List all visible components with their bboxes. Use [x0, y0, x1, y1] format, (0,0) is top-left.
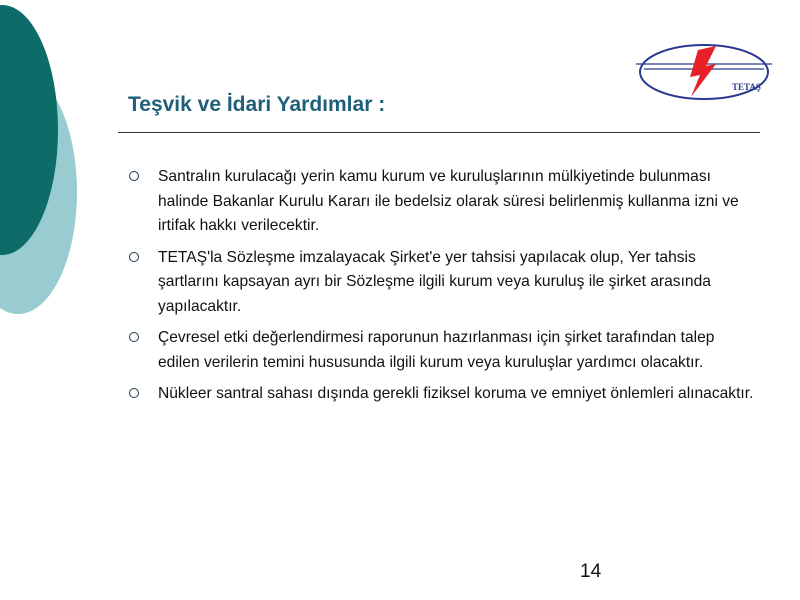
bullet-item-4: [128, 382, 758, 407]
bullet-text: Nükleer santral sahası dışında gerekli fiziksel koruma ve emniyet önlemleri alınacaktır.: [158, 385, 754, 402]
bullet-item-2: [128, 246, 758, 320]
bullet-text: Santralın kurulacağı yerin kamu kurum ve kuruluşlarının mülkiyetinde bulunması halinde Bakanlar Kurulu Kararı ile bedelsiz olarak süresi belirlenmiş kullanma izni ve irtifak hakkı verilecektir.: [158, 168, 739, 234]
circle-bullet-icon: [129, 332, 139, 342]
bullet-text: Çevresel etki değerlendirmesi raporunun hazırlanması için şirket tarafından talep edilen verilerin temini hususunda ilgili kurum veya kuruluşlar yardımcı olacaktır.: [158, 329, 715, 371]
tetas-logo: [636, 42, 772, 102]
lightning-bolt-icon: [690, 46, 716, 97]
bullet-item-1: [128, 165, 758, 239]
page-number: 14: [580, 561, 602, 582]
logo-text: TETAŞ: [732, 82, 761, 92]
circle-bullet-icon: [129, 388, 139, 398]
slide-title: Teşvik ve İdari Yardımlar :: [128, 93, 386, 116]
bullet-text: TETAŞ'la Sözleşme imzalayacak Şirket'e yer tahsisi yapılacak olup, Yer tahsis şartlarını kapsayan ayrı bir Sözleşme ilgili kurum veya kuruluş ile şirket arasında yapılacaktır.: [158, 248, 711, 315]
decorative-circles: [0, 0, 90, 320]
circle-bullet-icon: [129, 171, 139, 181]
bullet-item-3: [128, 326, 758, 375]
title-divider: [118, 132, 760, 133]
circle-bullet-icon: [129, 252, 139, 262]
bullet-list: [128, 165, 758, 414]
